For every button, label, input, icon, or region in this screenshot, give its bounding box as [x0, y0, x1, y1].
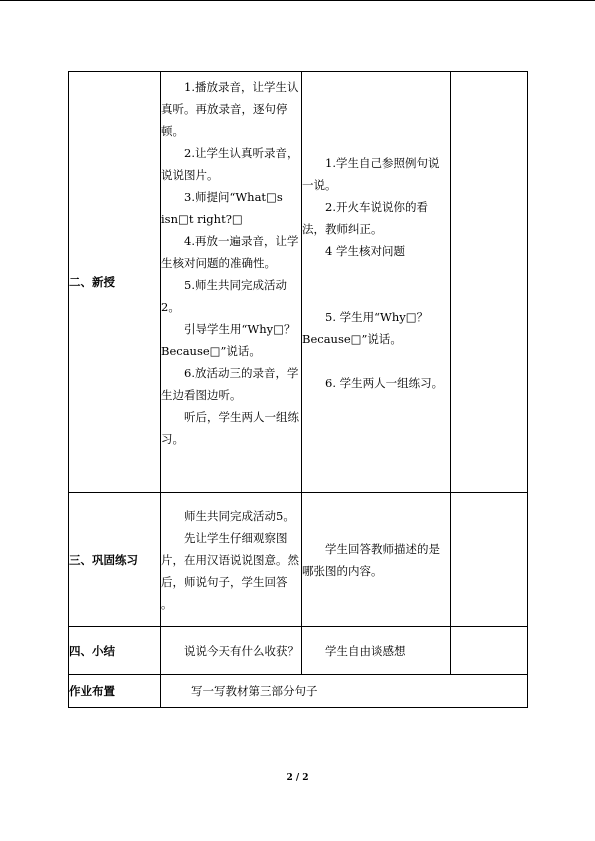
teacher-step: 听后，学生两人一组练习。 [161, 410, 299, 446]
student-step: 2.开火车说说你的看法，教师纠正。 [302, 200, 428, 236]
student-step: 4 学生核对问题 [325, 244, 405, 258]
teacher-step: 2.让学生认真听录音，说说图片。 [161, 146, 299, 182]
student-activity-cell [302, 72, 451, 493]
section-label-consolidation: 三、巩固练习 [69, 493, 161, 627]
student-step: 5. 学生用“Why□？Because□”说话。 [302, 310, 429, 346]
teacher-activity-cell [161, 493, 302, 627]
student-step: 1.学生自己参照例句说一说。 [302, 156, 440, 192]
page-number: 2 / 2 [286, 773, 309, 783]
section-label-homework: 作业布置 [69, 675, 161, 708]
notes-cell [451, 493, 528, 627]
student-activity-cell [302, 493, 451, 627]
teacher-step: 引导学生用“Why□？ Because□”说话。 [161, 322, 296, 358]
teacher-step: 4.再放一遍录音，让学生核对问题的准确性。 [161, 234, 299, 270]
teacher-step: 6.放活动三的录音，学生边看图边听。 [161, 366, 299, 402]
table-row [69, 675, 528, 708]
teacher-step: 1.播放录音，让学生认真听。再放录音，逐句停顿。 [161, 80, 299, 138]
student-step: 学生回答教师描述的是哪张图的内容。 [302, 541, 440, 578]
homework-cell [161, 675, 528, 708]
table-row [69, 627, 528, 675]
teacher-activity-cell [161, 627, 302, 675]
section-label-summary: 四、小结 [69, 627, 161, 675]
table-row [69, 72, 528, 493]
student-activity-cell [302, 627, 451, 675]
page-top-rule [0, 0, 595, 1]
teacher-step: 3.师提问“What□s isn□t right?□ [161, 190, 283, 226]
student-step: 学生自由谈感想 [325, 643, 406, 658]
lesson-plan-table [68, 71, 528, 708]
notes-cell [451, 627, 528, 675]
student-step: 6. 学生两人一组练习。 [325, 376, 444, 390]
notes-cell [451, 72, 528, 493]
teacher-activity-cell [161, 72, 302, 493]
teacher-step: 先让学生仔细观察图片，在用汉语说说图意。然后，师说句子，学生回答 。 [161, 530, 299, 611]
table-row [69, 493, 528, 627]
section-label-new-teaching: 二、新授 [69, 72, 161, 493]
teacher-step: 5.师生共同完成活动2。 [161, 278, 287, 314]
teacher-step: 说说今天有什么收获？ [184, 643, 299, 658]
teacher-step: 师生共同完成活动5。 [184, 508, 295, 523]
homework-text: 写一写教材第三部分句子 [191, 684, 318, 698]
